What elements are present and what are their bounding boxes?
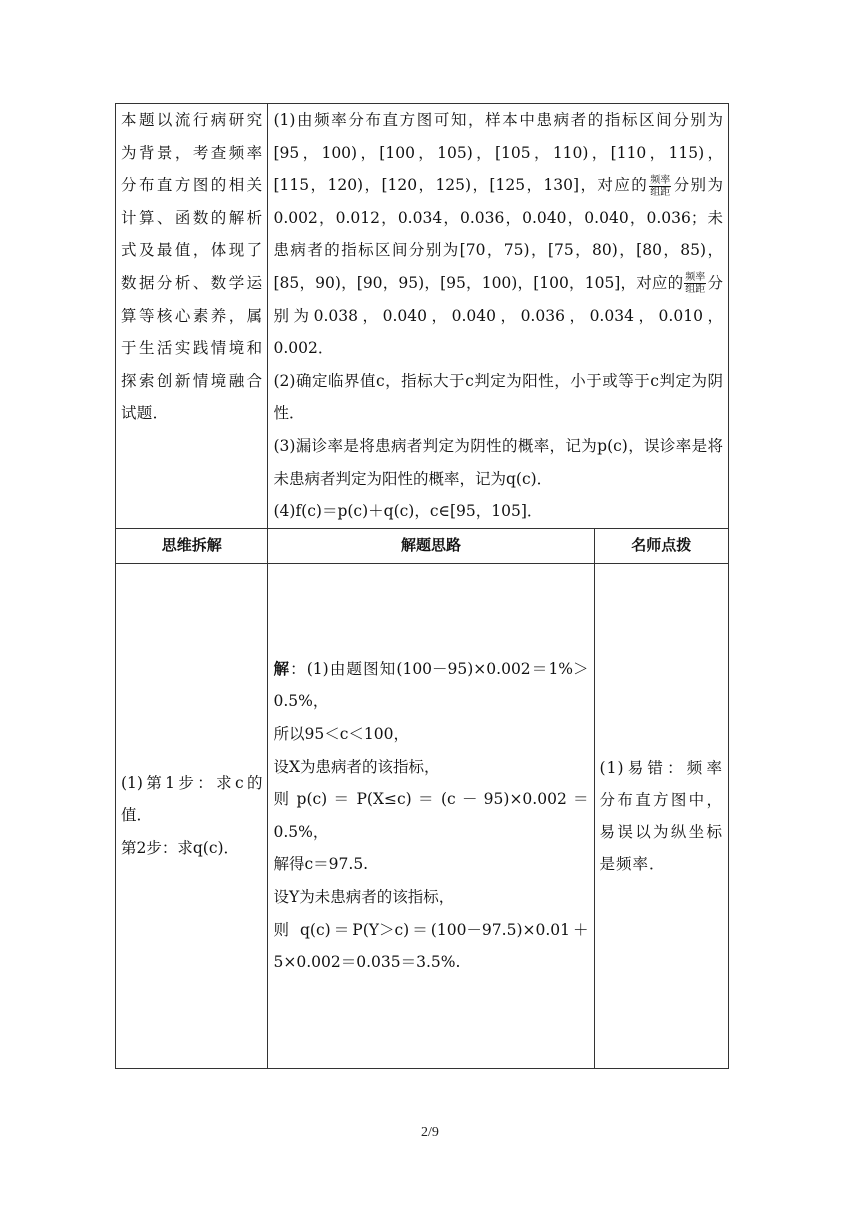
- background-text: 本题以流行病研究为背景，考查频率分布直方图的相关计算、函数的解析式及最值，体现了数据分析、数学运算等核心素养，属于生活实践情境和探索创新情境融合试题．: [121, 111, 263, 423]
- fraction-frequency-over-width: $\frac{\text{频率}}{\text{组距}}$: [650, 174, 671, 198]
- intro-row: [116, 104, 729, 529]
- solution-line-2: 所以95＜c＜100，: [273, 724, 409, 743]
- solution-row: [116, 563, 729, 1068]
- header-thinking-breakdown: 思维拆解: [116, 528, 268, 563]
- tip-text: (1)易错：频率分布直方图中，易误以为纵坐标是频率．: [599, 758, 723, 873]
- content-table: [115, 103, 729, 1069]
- page-number: 2/9: [421, 1125, 439, 1140]
- solution-line-7: 则 q(c)＝P(Y＞c)＝(100－97.5)×0.01＋5×0.002＝0.035＝3.5%.: [273, 920, 589, 972]
- background-cell: [116, 104, 268, 529]
- steps-cell: [116, 563, 268, 1068]
- step-1: (1)第1步：求c的值．: [121, 773, 263, 825]
- fraction-frequency-over-width-2: $\frac{\text{频率}}{\text{组距}}$: [685, 272, 706, 296]
- solution-cell: [268, 563, 594, 1068]
- solution-line-6: 设Y为未患病者的该指标，: [273, 887, 455, 906]
- step-2: 第2步：求q(c)．: [121, 839, 240, 858]
- solution-line-3: 设X为患病者的该指标，: [273, 757, 440, 776]
- header-solution-approach: 解题思路: [268, 528, 594, 563]
- analysis-point-2: (2)确定临界值c，指标大于c判定为阳性，小于或等于c判定为阴性．: [273, 371, 723, 423]
- analysis-point-4: (4)f(c)＝p(c)＋q(c)，c∈[95，105]．: [273, 502, 543, 521]
- analysis-point-3: (3)漏诊率是将患病者判定为阴性的概率，记为p(c)，误诊率是将未患病者判定为阳性的概率，记为q(c)．: [273, 436, 723, 488]
- header-teacher-tips: 名师点拨: [594, 528, 728, 563]
- tips-cell: [594, 563, 728, 1068]
- analysis-point-1: (1)由频率分布直方图可知，样本中患病者的指标区间分别为[95，100)，[100，105)，[105，110)，[110，115)，[115，120)，[120，125)，[125，130]，对应的 $\frac{\text{频率}}{\text{组距}}$ 分别为0.002，0.012，0.034，0.036，0.040，0.040，0.036；未患病者的指标区间分别为[70，75)，[75，80)，[80，85)，[85，90)，[90，95)，[95，100)，[100，105]，对应的 $\frac{\text{频率}}{\text{组距}}$ 分别为0.038，0.040，0.040，0.036，0.034，0.010，0.002．: [273, 111, 723, 358]
- solution-label: 解: [273, 658, 291, 678]
- solution-line-1: 解：(1)由题图知(100－95)×0.002＝1%＞0.5%，: [273, 658, 589, 711]
- header-row: [116, 528, 729, 563]
- solution-line-4: 则 p(c) ＝ P(X≤c) ＝ (c － 95)×0.002 ＝0.5%，: [273, 790, 589, 841]
- solution-line-5: 解得c＝97.5.: [273, 855, 369, 874]
- analysis-cell: [268, 104, 729, 529]
